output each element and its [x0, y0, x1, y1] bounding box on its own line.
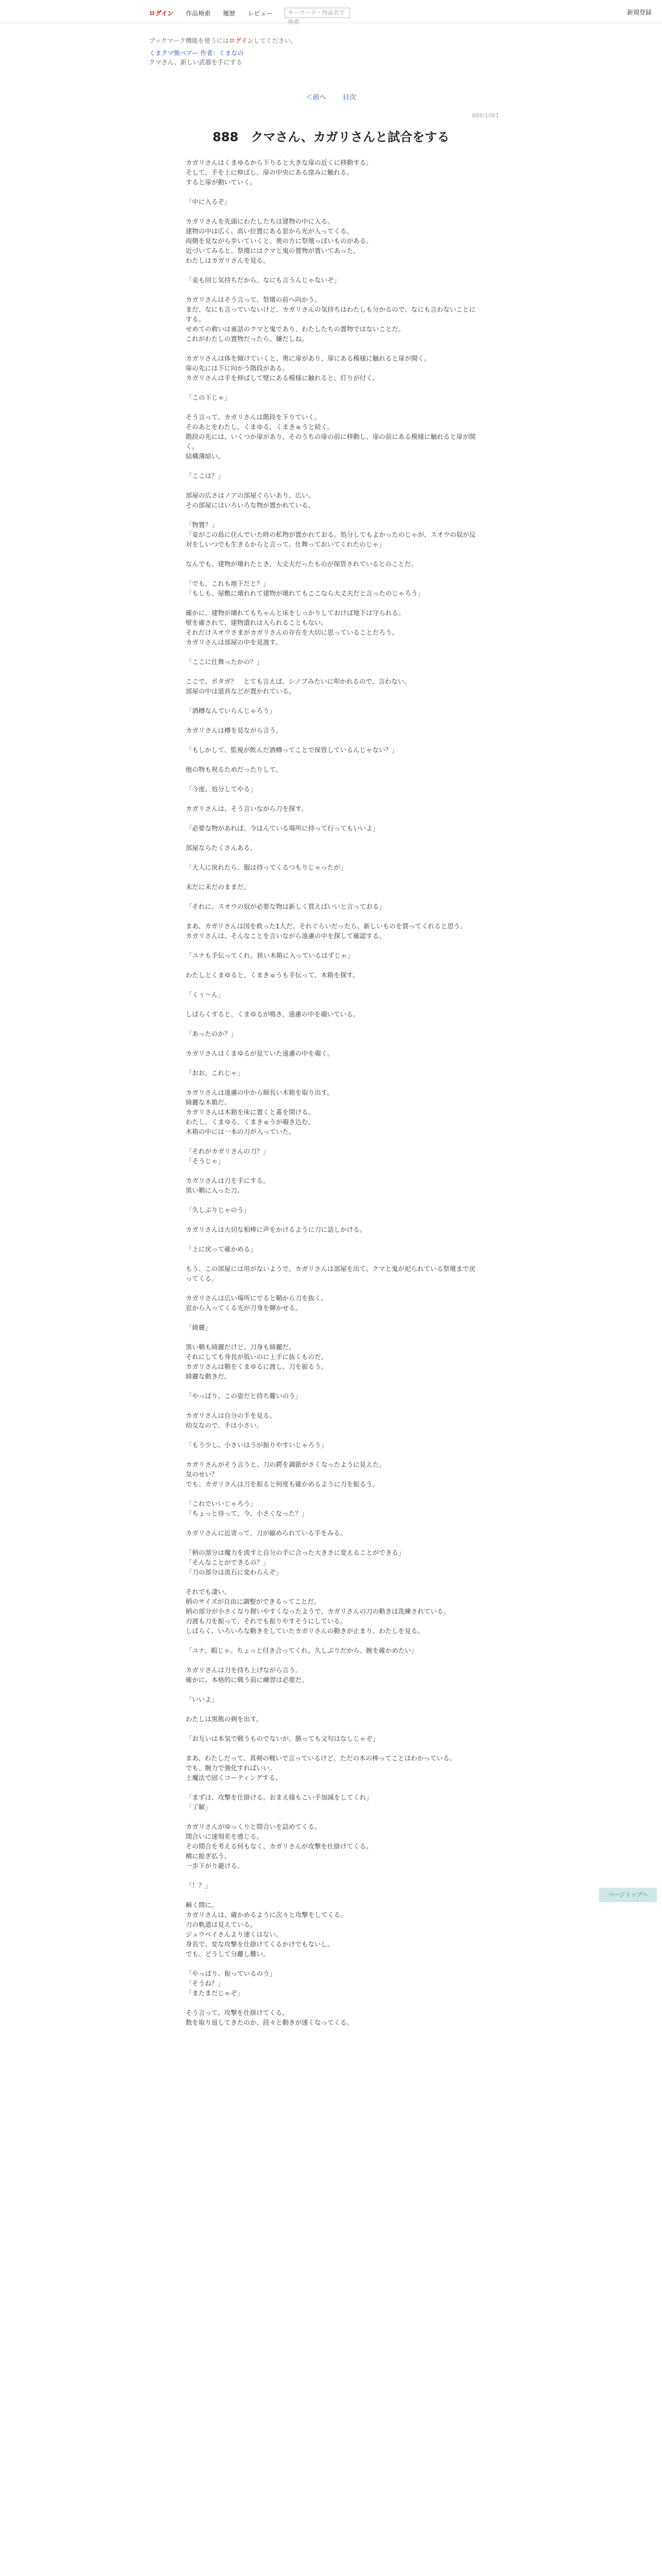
paragraph-gap [186, 696, 476, 706]
body-paragraph: カガリさんは体を傾けていくと、奥に扉があり、扉にある模様に触れると扉が開く。 [186, 354, 431, 362]
body-paragraph: まだ、なにも言っていないけど、カガリさんの気持ちはわたしも分かるので、なにも言わないことにする。 [186, 306, 476, 323]
paragraph-gap [186, 833, 476, 843]
body-paragraph: 「もしかして、監視が飲んだ酒樽ってことで保管しているんじゃない？」 [186, 746, 399, 754]
body-paragraph: わたしとくまゆると、くまきゅうも手伝って、木箱を探す。 [186, 971, 359, 979]
paragraph-gap [186, 1450, 476, 1460]
body-paragraph: 「そんなことができるの？」 [186, 1558, 270, 1566]
paragraph-gap [186, 1724, 476, 1734]
body-paragraph: カガリさんがそう言うと、刀の鍔を調節がさくなったように見えた。 [186, 1461, 386, 1468]
nav-review[interactable]: レビュー [247, 9, 273, 17]
body-paragraph: カガリさんは刀を持ち上げながら言う。 [186, 1666, 302, 1674]
body-paragraph: 「酒樽なんていらんじゃろう」 [186, 707, 276, 715]
paragraph-gap [186, 344, 476, 353]
body-paragraph: 「またまだじゃぞ」 [186, 1989, 244, 1997]
paragraph-gap [186, 1283, 476, 1293]
paragraph-gap [186, 1538, 476, 1548]
sub-header [149, 36, 297, 67]
paragraph-gap [186, 1381, 476, 1391]
paragraph-gap [186, 1577, 476, 1587]
body-paragraph: 黒い鞘も綺麗だけど、刀身も綺麗だ。 [186, 1343, 295, 1351]
paragraph-gap [186, 1234, 476, 1244]
body-paragraph: 部屋の広さはノアの部屋ぐらいあり、広い。 [186, 492, 315, 499]
body-paragraph: 「あったのか？」 [186, 1030, 237, 1038]
body-paragraph: 「お互いは本気で戦うものでないが、勝っても文句はなしじゃぞ」 [186, 1735, 379, 1742]
paragraph-gap [186, 1871, 476, 1880]
body-paragraph: カガリさんに近寄って、刀が縮められている手をみる。 [186, 1529, 347, 1537]
paragraph-gap [186, 1058, 476, 1068]
body-paragraph: 刀の軌道は見えている。 [186, 1921, 257, 1928]
body-paragraph: 「ユナ、暇じゃ。ちょっと付き合ってくれ。久しぶりだから、腕を確かめたい」 [186, 1647, 418, 1654]
chapter-title: 888 クマさん、カガリさんと試合をする [212, 130, 450, 144]
paragraph-gap [186, 1166, 476, 1176]
body-paragraph: 他の物も祝るためだったりして。 [186, 766, 283, 773]
body-paragraph: 気のせい？ [186, 1470, 218, 1478]
body-paragraph: 両側を見ながら歩いていくと、奥の方に祭壇っぽいものがある。 [186, 237, 373, 245]
body-paragraph: 「上に戻って確かめる」 [186, 1245, 257, 1253]
body-paragraph: その間合を考える何もなく、カガリさんが攻撃を仕掛けてくる。 [186, 1842, 373, 1850]
body-paragraph: 間合いに速刻差を感じる。 [186, 1833, 263, 1840]
body-paragraph: 「そうじゃ」 [186, 1157, 225, 1165]
body-paragraph: 「大人に戻れたら、服は持ってくるつもりじゃったが」 [186, 863, 347, 871]
body-paragraph: カガリさんがゆっくりと間合いを詰めてくる。 [186, 1823, 321, 1831]
body-paragraph: 「まずは、攻撃を仕掛ける。おまえ様もこい手加減をしてくれ」 [186, 1793, 373, 1801]
body-paragraph: それだけスオウさまがカガリさんの存在を大切に思っていることだろう。 [186, 629, 399, 636]
body-paragraph: 「妾も同じ気持ちだから、なにも言うんじゃないぞ」 [186, 276, 341, 284]
body-paragraph: 「中に入るぞ」 [186, 198, 231, 206]
body-paragraph: 「いいよ」 [186, 1696, 218, 1703]
body-paragraph: 「物置？」 [186, 521, 218, 529]
paragraph-gap [186, 667, 476, 676]
paragraph-gap [186, 716, 476, 725]
paragraph-gap [186, 187, 476, 197]
paragraph-gap [186, 1518, 476, 1528]
paragraph-gap [186, 1890, 476, 1900]
paragraph-gap [186, 598, 476, 608]
body-paragraph: 窓から入ってくる光が刀身を輝かせる。 [186, 1304, 302, 1312]
body-paragraph: わたしはカガリさんを見る。 [186, 257, 270, 264]
body-paragraph: カガリさんはくまゆるから下りると大きな扉の近くに移動する。 [186, 159, 373, 166]
paragraph-gap [186, 1998, 476, 2008]
paragraph-gap [186, 892, 476, 902]
body-paragraph: 部屋の中は道具などが置かれている。 [186, 687, 295, 695]
paragraph-gap [186, 980, 476, 990]
body-paragraph: 刃渡も刀を振って、それでも振りやすそうにしている。 [186, 1617, 347, 1625]
body-paragraph: カガリさんは広い場所にでると鞘から刀を抜く。 [186, 1294, 327, 1302]
paragraph-gap [186, 999, 476, 1009]
paragraph-gap [186, 1332, 476, 1342]
body-paragraph: 階段の先には、いくつか扉があり、そのうちの扉の前に移動し、扉の前にある模様に触れると扉が開く。 [186, 433, 476, 450]
paragraph-gap [186, 960, 476, 970]
body-paragraph: まあ、わたしだって、真剣の戦いで言っているけど、ただの木の棒ってことはわかっている。 [186, 1754, 456, 1762]
body-paragraph: なんでも、建物が壊れたとき、大丈夫だったものが保管されているとのことだ。 [186, 560, 418, 568]
paragraph-gap [186, 1254, 476, 1264]
paragraph-gap [186, 402, 476, 412]
body-paragraph: 「やっぱり、この姿だと持ち難いのう」 [186, 1392, 302, 1400]
paragraph-gap [186, 1655, 476, 1665]
prev-link[interactable]: ＜前へ [306, 94, 326, 101]
body-paragraph: 「！？」 [186, 1882, 212, 1889]
body-paragraph: 結構薄暗い。 [186, 452, 225, 460]
paragraph-gap [186, 774, 476, 784]
body-paragraph: そのあとをわたし、くまゆる、くまきゅうと続く。 [186, 423, 334, 431]
body-paragraph: 「もう少し、小さいほうが振りやすいじゃろう」 [186, 1441, 328, 1449]
body-paragraph: 横に振ぎ払う。 [186, 1852, 231, 1860]
body-paragraph: カガリさんはそう言って、祭壇の前へ向かう。 [186, 296, 321, 303]
body-paragraph: 「そうね？」 [186, 1979, 225, 1987]
paragraph-gap [186, 911, 476, 921]
body-paragraph: 「ここは？」 [186, 472, 225, 480]
paragraph-gap [186, 1401, 476, 1411]
body-paragraph: カガリさんは大切な相棒に声をかけるように刀に話しかける。 [186, 1226, 367, 1233]
body-paragraph: でも、カガリさんは刀を振ると何度も確かめるように刀を振るう。 [186, 1480, 379, 1488]
body-paragraph: 「それに、スオウの奴が必要な物は新しく買えばいいと言っておる」 [186, 903, 386, 910]
body-paragraph: 黒い鞘に入った刀。 [186, 1187, 244, 1194]
body-paragraph: カガリさんはくまゆるが見ていた遠慮の中を覗く。 [186, 1049, 334, 1057]
body-paragraph: 近づいてみると、祭壇にはクマと鬼の置物が置いてあった。 [186, 247, 360, 255]
body-paragraph: 「柄の部分は魔力を流すと自分の手に合った大きさに変えることができる」 [186, 1549, 405, 1556]
header-nav [149, 8, 350, 25]
body-paragraph: 「くぅ～ん」 [186, 991, 224, 998]
paragraph-gap [186, 1685, 476, 1694]
body-paragraph: 「この下じゃ」 [186, 394, 231, 401]
paragraph-gap [186, 1215, 476, 1225]
body-paragraph: すると扉が動いていく。 [186, 178, 257, 186]
body-paragraph: 「それがカガリさんの刀？」 [186, 1147, 270, 1155]
body-paragraph: そう言って、カガリさんは階段を下りていく。 [186, 413, 321, 421]
body-paragraph: カガリさんは遠慮の中から細長い木箱を取り出す。 [186, 1089, 334, 1096]
body-paragraph: わたしは黒熊の剣を出す。 [186, 1715, 263, 1723]
paragraph-gap [186, 872, 476, 882]
paragraph-gap [186, 461, 476, 471]
body-paragraph: カガリさんは、そう言いながら刀を探す。 [186, 805, 308, 812]
chapter-subtitle: クマさん、新しい武器を手にする [149, 59, 242, 66]
body-paragraph: 「ちょっと待って、今、小さくなった？」 [186, 1510, 308, 1517]
body-paragraph: カガリさんを先頭にわたしたちは建物の中に入る。 [186, 217, 334, 225]
body-paragraph: 「久しぶりじゃのう」 [186, 1206, 251, 1214]
body-paragraph: 綺麗な動きだ。 [186, 1372, 231, 1380]
body-paragraph: でも、腕力で強化すればいい。 [186, 1764, 276, 1772]
body-paragraph: 土魔法で固くコーティングする。 [186, 1774, 282, 1782]
search-input[interactable]: キーワード・作品名で検索 [285, 8, 350, 18]
toc-link[interactable]: 目次 [342, 94, 356, 101]
body-paragraph: 「今度、処分してやる」 [186, 785, 257, 793]
body-paragraph: ジュウベイさんより速くはない。 [186, 1930, 283, 1938]
body-paragraph: まあ、カガリさんは国を救った1人だ。それぐらいだったら、新しいものを買ってくれると思う。 [186, 922, 467, 930]
paragraph-gap [186, 1812, 476, 1822]
body-paragraph: 「綺麗」 [186, 1324, 212, 1331]
paragraph-gap [186, 1039, 476, 1048]
body-paragraph: でも、どうして分離し難い。 [186, 1950, 270, 1958]
body-paragraph: 綺麗な木箱だ。 [186, 1098, 231, 1106]
body-paragraph: 「ユナも手伝ってくれ。狭い木箱に入っているはずじゃ」 [186, 952, 354, 959]
paragraph-gap [186, 794, 476, 804]
body-paragraph: しばらくすると、くまゆるが鳴き、遠慮の中を覗いている。 [186, 1010, 360, 1018]
body-paragraph: カガリさんは部屋の中を見渡す。 [186, 638, 282, 646]
body-paragraph: その部屋にはいろいろな物が置かれている。 [186, 501, 315, 509]
body-paragraph: そう言って、攻撃を仕掛けてくる。 [186, 2009, 289, 2016]
body-paragraph: これがわたしの置物だったら、嫌だしね。 [186, 335, 308, 343]
pager [0, 92, 662, 101]
paragraph-gap [186, 569, 476, 579]
paragraph-gap [186, 853, 476, 862]
paragraph-gap [186, 1783, 476, 1792]
body-paragraph: それにしても身長が低いのに上手に抜くものだ。 [186, 1353, 328, 1361]
nav-search[interactable]: 作品検索 [186, 9, 211, 17]
paragraph-gap [186, 1313, 476, 1323]
body-paragraph: カガリさんは鞘をくまゆるに渡し、刀を振るう。 [186, 1363, 328, 1370]
body-paragraph: カガリさんは自分の手を見る。 [186, 1412, 276, 1419]
body-paragraph: 壁を確されて、建物潰れは入られることもない。 [186, 619, 327, 626]
body-paragraph: 柄の部分が小さくなり握いやすくなったようで、カガリさんの刀の動きは洗練されている。 [186, 1607, 450, 1615]
body-paragraph: 「必要な物があれば、今ほんている場所に持って行ってもいいよ」 [186, 824, 379, 832]
paragraph-gap [186, 814, 476, 823]
page-number: 888/1061 [472, 112, 499, 119]
body-paragraph: ここで、ポタガ？ とても言えば、シノブみたいに叩かれるので、言わない。 [186, 677, 411, 685]
body-paragraph: もう、この部屋には用がないようで、カガリさんは部屋を出て、クマと鬼が祀られている祭壇まで戻ってくる。 [186, 1265, 476, 1282]
body-paragraph: 柄のサイズが自由に調整ができるってことだ。 [186, 1598, 321, 1605]
body-paragraph: 身長で、変な攻撃を仕掛けてくるかけでもないし。 [186, 1940, 334, 1948]
body-paragraph: 一歩下がり避ける。 [186, 1862, 244, 1870]
body-paragraph: 部屋ならたくさんある。 [186, 844, 257, 852]
site-header [0, 0, 662, 23]
body-paragraph: 「やっぱり、振っているのう」 [186, 1970, 276, 1977]
paragraph-gap [186, 1430, 476, 1440]
nav-history[interactable]: 履歴 [223, 9, 236, 17]
body-paragraph: 建物の中は広く、高い位置にある窓から光が入ってくる。 [186, 227, 353, 235]
body-paragraph: しばらく、いろいろな動きをしていたカガリさんの動きが止まり、わたしを見る。 [186, 1627, 424, 1635]
login-notice: ブックマーク機能を使うにはログインしてください。 [149, 37, 297, 44]
paragraph-gap [186, 1704, 476, 1714]
paragraph-gap [186, 285, 476, 295]
paragraph-gap [186, 1636, 476, 1646]
body-paragraph: そして、手を上に伸ばし、扉の中央にある窪みに触れる。 [186, 168, 353, 176]
body-paragraph: カガリさんは、確かめるように次々と攻撃をしてくる。 [186, 1911, 347, 1919]
paragraph-gap [186, 1489, 476, 1499]
paragraph-gap [186, 510, 476, 520]
body-paragraph: 確かに、建物が壊れてもちゃんと床をしっかりしておけば地下は守られる。 [186, 609, 405, 617]
body-paragraph: せめての救いは童話のクマと鬼であり、わたしたちの置物ではないことだ。 [186, 325, 405, 333]
body-paragraph: 扉の先には下に向かう階段がある。 [186, 364, 289, 372]
paragraph-gap [186, 481, 476, 490]
body-paragraph: 瞬く間に。 [186, 1901, 218, 1909]
paragraph-gap [186, 735, 476, 745]
body-paragraph: 数を取り返してきたのか、段々と動きが速くなってくる。 [186, 2019, 354, 2026]
body-paragraph: 幼女なので、手は小さい。 [186, 1421, 263, 1429]
paragraph-gap [186, 647, 476, 657]
body-paragraph: 「ここに仕舞ったかの？」 [186, 658, 263, 666]
body-paragraph: カガリさんは木箱を床に置くと蓋を開ける。 [186, 1108, 315, 1116]
paragraph-gap [186, 207, 476, 216]
notice-login-link[interactable]: ログイン [229, 37, 254, 44]
body-paragraph: カガリさんは樽を見ながら言う。 [186, 726, 283, 734]
body-paragraph: 確かに、本格的に戦う前に練習は必要だ。 [186, 1676, 308, 1684]
paragraph-gap [186, 265, 476, 275]
body-paragraph: カガリさんは手を伸ばして壁にある模様に触れると、灯りが付く。 [186, 374, 379, 382]
body-paragraph: 木箱の中には一本の刀が入っていた。 [186, 1128, 295, 1136]
breadcrumb[interactable]: くまクマ熊ベアー 作者：くまなの [149, 49, 244, 57]
body-paragraph: それでも凄い。 [186, 1588, 231, 1596]
body-paragraph: 「でも、これも地下だと？」 [186, 580, 270, 587]
paragraph-gap [186, 1137, 476, 1146]
paragraph-gap [186, 1959, 476, 1969]
body-paragraph: 「刀の部分は流石に変わらんぞ」 [186, 1568, 283, 1576]
login-link[interactable]: ログイン [149, 9, 174, 17]
paragraph-gap [186, 1743, 476, 1753]
page-top-button[interactable]: ページトップへ [599, 1888, 657, 1902]
body-paragraph: 「もしも、屋敷に壊れれて建物が壊れてもここなら大丈夫だと言ったのじゃろう」 [186, 589, 424, 597]
body-paragraph: カガリさんは刀を手にする。 [186, 1177, 270, 1184]
register-link[interactable]: 新規登録 [626, 9, 652, 16]
body-paragraph: 未だに未だのままだ。 [186, 883, 251, 891]
chapter-body [186, 158, 476, 2027]
body-paragraph: 「おお、これじゃ」 [186, 1069, 244, 1077]
paragraph-gap [186, 383, 476, 393]
body-paragraph: わたし、くまゆる、くまきゅうが覗き込む。 [186, 1118, 315, 1126]
body-paragraph: 「これでいいじゃろう」 [186, 1500, 257, 1507]
body-paragraph: 「妾がこの島に住んでいた時の私物が置かれておる。処分してもよかったのじゃが、スオウの奴が反対をしいつでも生きるからと言って、仕舞っておいてくれたのじゃ」 [186, 531, 476, 548]
paragraph-gap [186, 1078, 476, 1088]
body-paragraph: 「了解」 [186, 1803, 212, 1811]
body-paragraph: カガリさんは、そんなことを言いながら遠慮の中を探して確認する。 [186, 932, 386, 940]
paragraph-gap [186, 549, 476, 559]
paragraph-gap [186, 755, 476, 765]
paragraph-gap [186, 941, 476, 951]
paragraph-gap [186, 1195, 476, 1205]
paragraph-gap [186, 1019, 476, 1029]
